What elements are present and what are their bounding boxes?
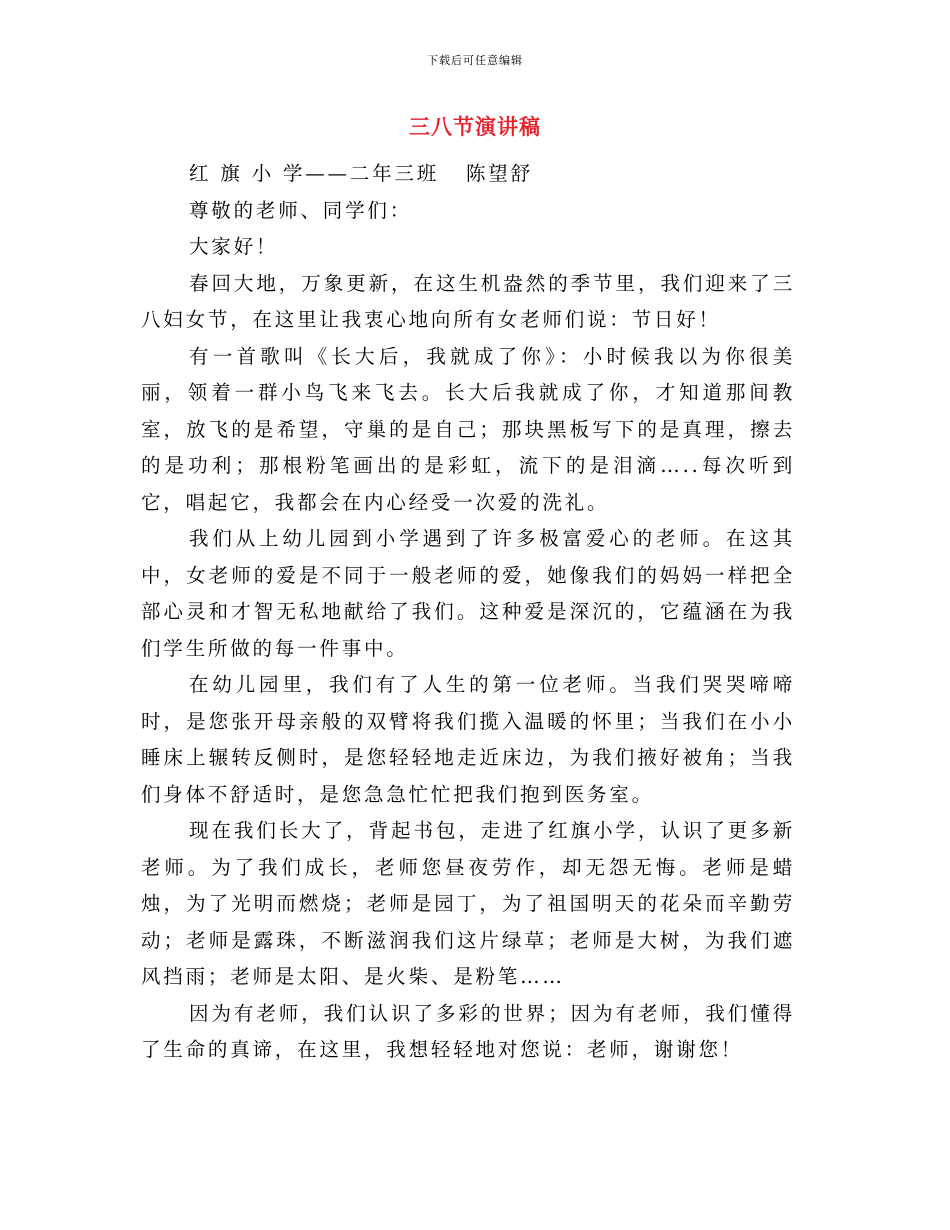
- salutation: 尊敬的老师、同学们：: [189, 198, 413, 222]
- author-line: 红 旗 小 学——二年三班 陈望舒: [189, 162, 533, 185]
- header-note: 下载后可任意编辑: [427, 54, 523, 67]
- paragraph: 现在我们长大了，背起书包，走进了红旗小学，认识了更多新老师。为了我们成长，老师您昼夜劳作，却无怨无悔。老师是蜡烛，为了光明而燃烧；老师是园丁，为了祖国明天的花朵而辛勤劳动；老师是露珠，不断滋润我们这片绿草；老师是大树，为我们遮风挡雨；老师是太阳、是火柴、是粉笔……: [141, 819, 795, 988]
- paragraph: 有一首歌叫《长大后，我就成了你》：小时候我以为你很美丽，领着一群小鸟飞来飞去。长大后我就成了你，才知道那间教室，放飞的是希望，守巢的是自己；那块黑板写下的是真理，擦去的是功利；那根粉笔画出的是彩虹，流下的是泪滴…..每次听到它，唱起它，我都会在内心经受一次爱的洗礼。: [141, 344, 795, 514]
- document-title: 三八节演讲稿: [409, 115, 541, 139]
- paragraph: 春回大地，万象更新，在这生机盎然的季节里，我们迎来了三八妇女节，在这里让我衷心地向所有女老师们说：节日好！: [141, 271, 795, 331]
- paragraph: 在幼儿园里，我们有了人生的第一位老师。当我们哭哭啼啼时，是您张开母亲般的双臂将我们揽入温暖的怀里；当我们在小小睡床上辗转反侧时，是您轻轻地走近床边，为我们掖好被角；当我们身体不舒适时，是您急急忙忙把我们抱到医务室。: [141, 673, 795, 806]
- greeting: 大家好！: [189, 235, 279, 258]
- paragraph: 因为有老师，我们认识了多彩的世界；因为有老师，我们懂得了生命的真谛，在这里，我想轻轻地对您说：老师，谢谢您！: [141, 1001, 795, 1061]
- paragraph: 我们从上幼儿园到小学遇到了许多极富爱心的老师。在这其中，女老师的爱是不同于一般老师的爱，她像我们的妈妈一样把全部心灵和才智无私地献给了我们。这种爱是深沉的，它蕴涵在为我们学生所做的每一件事中。: [141, 527, 795, 660]
- document-body: [141, 156, 795, 1069]
